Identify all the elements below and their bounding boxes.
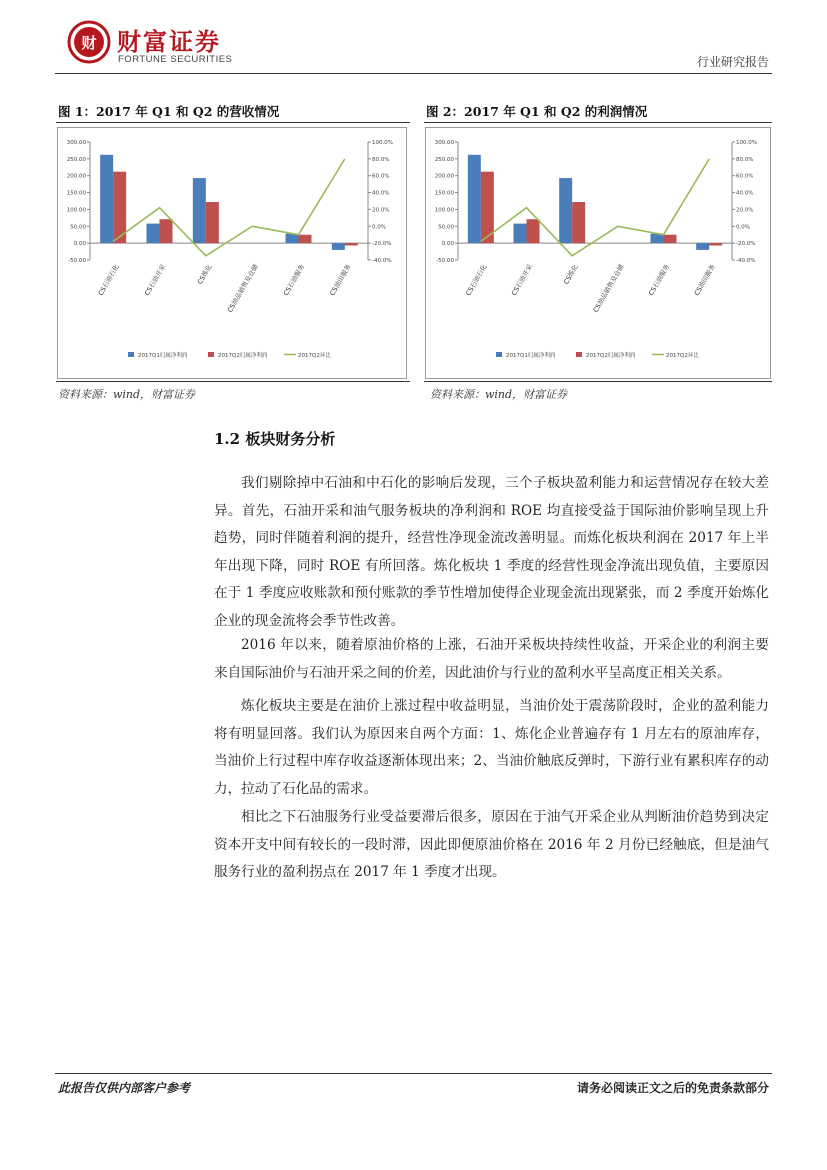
profit-chart-svg [426,128,770,378]
paragraph-1: 我们剔除掉中石油和中石化的影响后发现，三个子板块盈利能力和运营情况存在较大差异。首先，石油开采和油气服务板块的净利润和 ROE 均直接受益于国际油价影响呈现上升趋势，同时伴随着利润的提升，经营性净现金流改善明显。而炼化板块利润在 2017 年上半年出现下降，同时 ROE 有所回落。炼化板块 1 季度的经营性现金净流出现负值，主要原因在于 1 季度应收账款和预付账款的季节性增加使得企业现金流出现紧张，而 2 季度开始炼化企业的现金流将会季节性改善。 [214,475,769,629]
left-tick-label: 150.00 [434,190,454,197]
left-tick-label: 300.00 [434,140,454,146]
figure-2-top-rule [424,122,772,123]
category-label: CS油田服务 [328,263,353,298]
category-label: CS石油开采 [509,263,535,298]
left-tick-label: 150.00 [66,190,86,197]
left-tick-label: 300.00 [66,140,86,146]
category-label: CS石油石化 [464,263,489,298]
category-label: CS炼化 [195,263,214,286]
legend-label: 2017Q1归属净利润 [138,353,188,359]
right-tick-label: 0.0% [736,224,750,231]
category-label: CS油品销售及仓储 [591,263,626,314]
bar-q1 [193,178,206,243]
paragraph-4: 相比之下石油服务行业受益要滞后很多，原因在于油气开采企业从判断油价趋势到决定资本开支中间有较长的一段时滞，因此即便原油价格在 2016 年 2 月份已经触底，但是油气服务行业的盈利拐点在 2017 年 1 季度才出现。 [214,809,769,880]
footer-divider [55,1073,772,1074]
bar-q2 [709,243,722,245]
legend-label: 2017Q2环比 [666,353,699,359]
right-tick-label: 40.0% [736,190,754,197]
footer-disclaimer-left: 此报告仅供内部客户参考 [58,1081,191,1095]
figure-1-title: 图 1：2017 年 Q1 和 Q2 的营收情况 [58,104,280,119]
figure-1-source: 资料来源：wind，财富证券 [58,388,196,401]
category-label: CS石油石化 [96,263,121,298]
right-tick-label: -20.0% [736,241,756,248]
bar-q1 [468,155,481,243]
legend-label: 2017Q1归属净利润 [506,353,556,359]
bar-q2 [160,219,173,243]
company-logo [67,20,111,64]
right-tick-label: 100.0% [372,140,393,146]
bar-q2 [527,219,540,243]
category-label: CS油田服务 [692,263,717,298]
bar-q1 [559,178,572,243]
bar-q1 [332,243,345,250]
brand-name-cn: 财富证券 [117,28,221,56]
left-tick-label: 200.00 [66,173,86,180]
figure-2-chart [425,127,771,379]
brand-name-en: FORTUNE SECURITIES [118,54,233,65]
revenue-chart-svg [58,128,406,378]
left-tick-label: 0.00 [73,241,86,248]
right-tick-label: 80.0% [736,156,754,163]
bar-q2 [345,243,358,245]
left-tick-label: -50.00 [68,258,86,264]
category-label: CS炼化 [562,263,580,286]
bar-q2 [572,202,585,243]
footer-disclaimer-right: 请务必阅读正文之后的免责条款部分 [576,1081,769,1095]
right-tick-label: 0.0% [372,224,386,231]
right-tick-label: -40.0% [372,258,392,264]
legend-label: 2017Q2归属净利润 [586,353,636,359]
bar-q1 [514,224,527,244]
figure-2-source: 资料来源：wind，财富证券 [430,388,568,401]
header-divider [55,73,772,74]
bar-q2 [664,235,677,243]
right-tick-label: 40.0% [372,190,390,197]
left-tick-label: 200.00 [434,173,454,180]
figure-1-top-rule [56,122,410,123]
legend-swatch [496,352,502,357]
right-tick-label: 20.0% [736,207,754,214]
category-label: CS石油服务 [646,263,672,298]
right-tick-label: -40.0% [736,258,756,264]
figure-2-bottom-rule [424,381,772,382]
paragraph-2: 2016 年以来，随着原油价格的上涨，石油开采板块持续性收益，开采企业的利润主要来自国际油价与石油开采之间的价差，因此油价与行业的盈利水平呈高度正相关关系。 [214,637,769,681]
legend-swatch [208,352,214,357]
category-label: CS石油服务 [281,263,307,298]
legend-swatch [128,352,134,357]
figure-2-title: 图 2：2017 年 Q1 和 Q2 的利润情况 [426,104,648,119]
bar-q2 [206,202,219,243]
section-title: 1.2 板块财务分析 [214,430,336,448]
left-tick-label: 50.00 [70,224,86,231]
left-tick-label: 250.00 [66,156,86,163]
legend-label: 2017Q2归属净利润 [218,353,268,359]
right-tick-label: 20.0% [372,207,390,214]
report-type: 行业研究报告 [696,55,769,69]
left-tick-label: 100.00 [66,207,86,214]
right-tick-label: 60.0% [372,173,390,180]
right-tick-label: 80.0% [372,156,390,163]
category-label: CS石油开采 [142,263,168,298]
figure-1-bottom-rule [56,381,410,382]
right-tick-label: -20.0% [372,241,392,248]
legend-label: 2017Q2环比 [298,353,331,359]
left-tick-label: -50.00 [436,258,454,264]
left-tick-label: 0.00 [441,241,454,248]
category-label: CS油品销售及仓储 [225,263,260,314]
left-tick-label: 100.00 [434,207,454,214]
logo-mark: 财 [81,34,97,52]
figure-1-chart [57,127,407,379]
bar-q2 [299,235,312,243]
bar-q2 [113,172,126,243]
right-tick-label: 60.0% [736,173,754,180]
right-tick-label: 100.0% [736,140,757,146]
left-tick-label: 50.00 [438,224,454,231]
bar-q1 [100,155,113,243]
bar-q1 [147,224,160,244]
paragraph-3: 炼化板块主要是在油价上涨过程中收益明显，当油价处于震荡阶段时，企业的盈利能力将有明显回落。我们认为原因来自两个方面：1、炼化企业普遍存有 1 月左右的原油库存，当油价上行过程中库存收益逐渐体现出来；2、当油价触底反弹时，下游行业有累积库存的动力，拉动了石化品的需求。 [214,698,769,797]
bar-q1 [696,243,709,250]
legend-swatch [576,352,582,357]
left-tick-label: 250.00 [434,156,454,163]
